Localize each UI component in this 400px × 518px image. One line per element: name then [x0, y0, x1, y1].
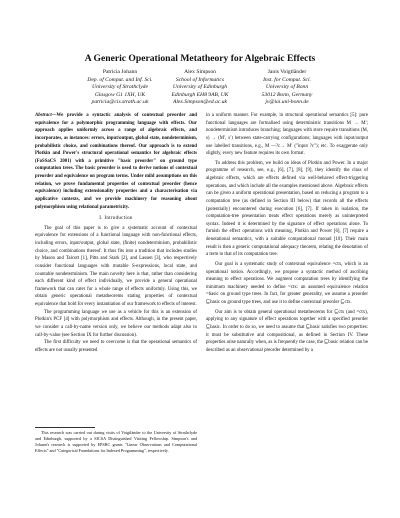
- author-block-3: [232, 69, 342, 107]
- author-affiliation: Inst. for Comput. Sci.: [263, 76, 311, 83]
- paper-title: A Generic Operational Metatheory for Algebraic Effects: [84, 53, 316, 64]
- author-city: Edinburgh EH8 9AB, UK: [171, 91, 229, 98]
- author-email[interactable]: patricia@cis.strath.ac.uk: [91, 99, 149, 106]
- footnote: [35, 427, 197, 454]
- author-city: Glasgow G1 1XH, UK: [94, 91, 146, 98]
- section-heading: I. Introduction: [99, 216, 133, 222]
- footnote-rule: [35, 427, 95, 428]
- author-name: Alex Simpson: [184, 69, 216, 75]
- author-name: Janis Voigtländer: [267, 69, 307, 75]
- paragraph: To address this problem, we build on ideas of Plotkin and Power. In a major programme of research, see, e.g., [6], [7], [8], [9], they identify the class of algebraic effects, which are effects defined via well-behaved effect-triggering operations, and which include all the examples mentioned above. Algebraic effects can be given a uniform operational presentation, based on reducing a program to a computation tree (as defined in Section III below) that records all the effects (potentially) encountered during execution [6], [7]. If taken in isolation, the computation-tree presentation treats effect operations merely as uninterpreted syntax. Indeed it is determined by the signature of effect operations alone. To furnish the effect operations with meaning, Plotkin and Power [6], [7] require a denotational semantics, with a suitable computational monad [10]. Their main result is then a generic computational adequacy theorem, relating the denotation of a term to that of its computation tree.: [206, 160, 368, 258]
- paragraph: The first difficulty we need to overcome is that the operational semantics of effects are not usually presented: [35, 340, 197, 353]
- abstract-text: —We provide a syntactic analysis of contextual preorder and equivalence for a polymorphic programming language with effects. Our approach applies uniformly across a range of algebraic effects, and incorporates, as instances: errors, input/output, global state, nondeterminism, probabilistic choice, and combinations thereof. Our approach is to extend Plotkin and Power's structural operational semantics for algebraic effects (FoSSaCS 2001) with a primitive "basic preorder" on ground type computation trees. The basic preorder is used to derive notions of contextual preorder and equivalence on program terms. Under mild assumptions on this relation, we prove fundamental properties of contextual preorder (hence equivalence) including extensionality properties and a characterisation via applicative contexts, and we provide machinery for reasoning about polymorphism using relational parametricity.: [35, 113, 197, 210]
- paragraph: The goal of this paper is to give a systematic account of contextual equivalence for extensions of a functional language with non-functional effects, including errors, input/output, global state, (finite) nondeterminism, probabilistic choice, and combinations thereof. It thus fits into a tradition that includes studies by Mason and Talcott [1], Pitts and Stark [2], and Lassen [3], who respectively consider functional languages with mutable S-expressions, local state, and countable nondeterminism. The main novelty here is that, rather than considering each different kind of effect individually, we provide a general operational framework that can cater for a whole range of effects uniformly. Using this, we obtain generic operational metatheorems stating properties of contextual equivalence that hold for every instantiation of our framework to effects of interest.: [35, 225, 197, 307]
- author-city: 53012 Bonn, Germany: [261, 91, 313, 98]
- paragraph: Our aim is to obtain general operational metatheorems for ⊑ctx (and =ctx), applying to any signature of effect operations together with a specified preorder ⊑basic. In order to do so, we need to assume that ⊑basic satisfies two properties: it must be substitutive and compositional, as defined in Section IV. These properties arise naturally when, as is frequently the case, the ⊑basic relation can be described as an observational preorder determined by a: [206, 309, 368, 353]
- author-affiliation: Dep. of Comput. and Inf. Sci.: [87, 76, 153, 83]
- paragraph: Our goal is a systematic study of contextual equivalence =ctx, which is an operational notion. Accordingly, we propose a syntactic method of ascribing meaning to effect operations. We augment computation trees by identifying the minimum machinery needed to define =ctx: an assumed equivalence relation =basic on ground type trees. In fact, for greater generality, we assume a preorder ⊑basic on ground type trees, and use it to define contextual preorder ⊑ctx.: [206, 261, 368, 305]
- left-column: [35, 112, 197, 354]
- author-institution: University of Edinburgh: [172, 84, 228, 91]
- author-email[interactable]: jv@iai.uni-bonn.de: [265, 99, 309, 106]
- right-column: [206, 112, 368, 354]
- author-email[interactable]: Alex.Simpson@ed.ac.uk: [172, 99, 228, 106]
- author-affiliation: School of Informatics: [175, 76, 225, 83]
- paragraph: The programming language we use as a vehicle for this is an extension of Plotkin's PCF [4] with polymorphism and effects. Although, in the present paper, we consider a call-by-name version only, we believe our methods adapt also to call-by-value (see Section IX for further discussion).: [35, 309, 197, 338]
- author-name: Patricia Johann: [102, 69, 138, 75]
- paragraph: in a uniform manner. For example, in structural operational semantics [5]: pure functional languages are formalised using deterministic transitions M → M′; nondeterminism introduces branching; languages with store require transitions (M, s) → (M′, s′) between state-carrying configurations; languages with input/output use labelled transitions, e.g., M —?c→ M′ ("input ?c"); etc. To exaggerate only slightly, every new feature requires its own format.: [206, 113, 368, 157]
- author-institution: University of Bonn: [265, 84, 309, 91]
- abstract: [35, 112, 197, 211]
- abstract-label: Abstract: [35, 113, 52, 118]
- author-institution: University of Strathclyde: [92, 84, 148, 91]
- footnote-text: This research was carried out during visits of Voigtländer to the University of Strathclyde and Edinburgh, supported by a SICSA Distinguished Visiting Fellowship. Simpson's and Johann's research is supported by EPSRC grants "Linear Observations and Computational Effects" and "Categorical Foundations for Indexed Programming", respectively.: [35, 430, 197, 453]
